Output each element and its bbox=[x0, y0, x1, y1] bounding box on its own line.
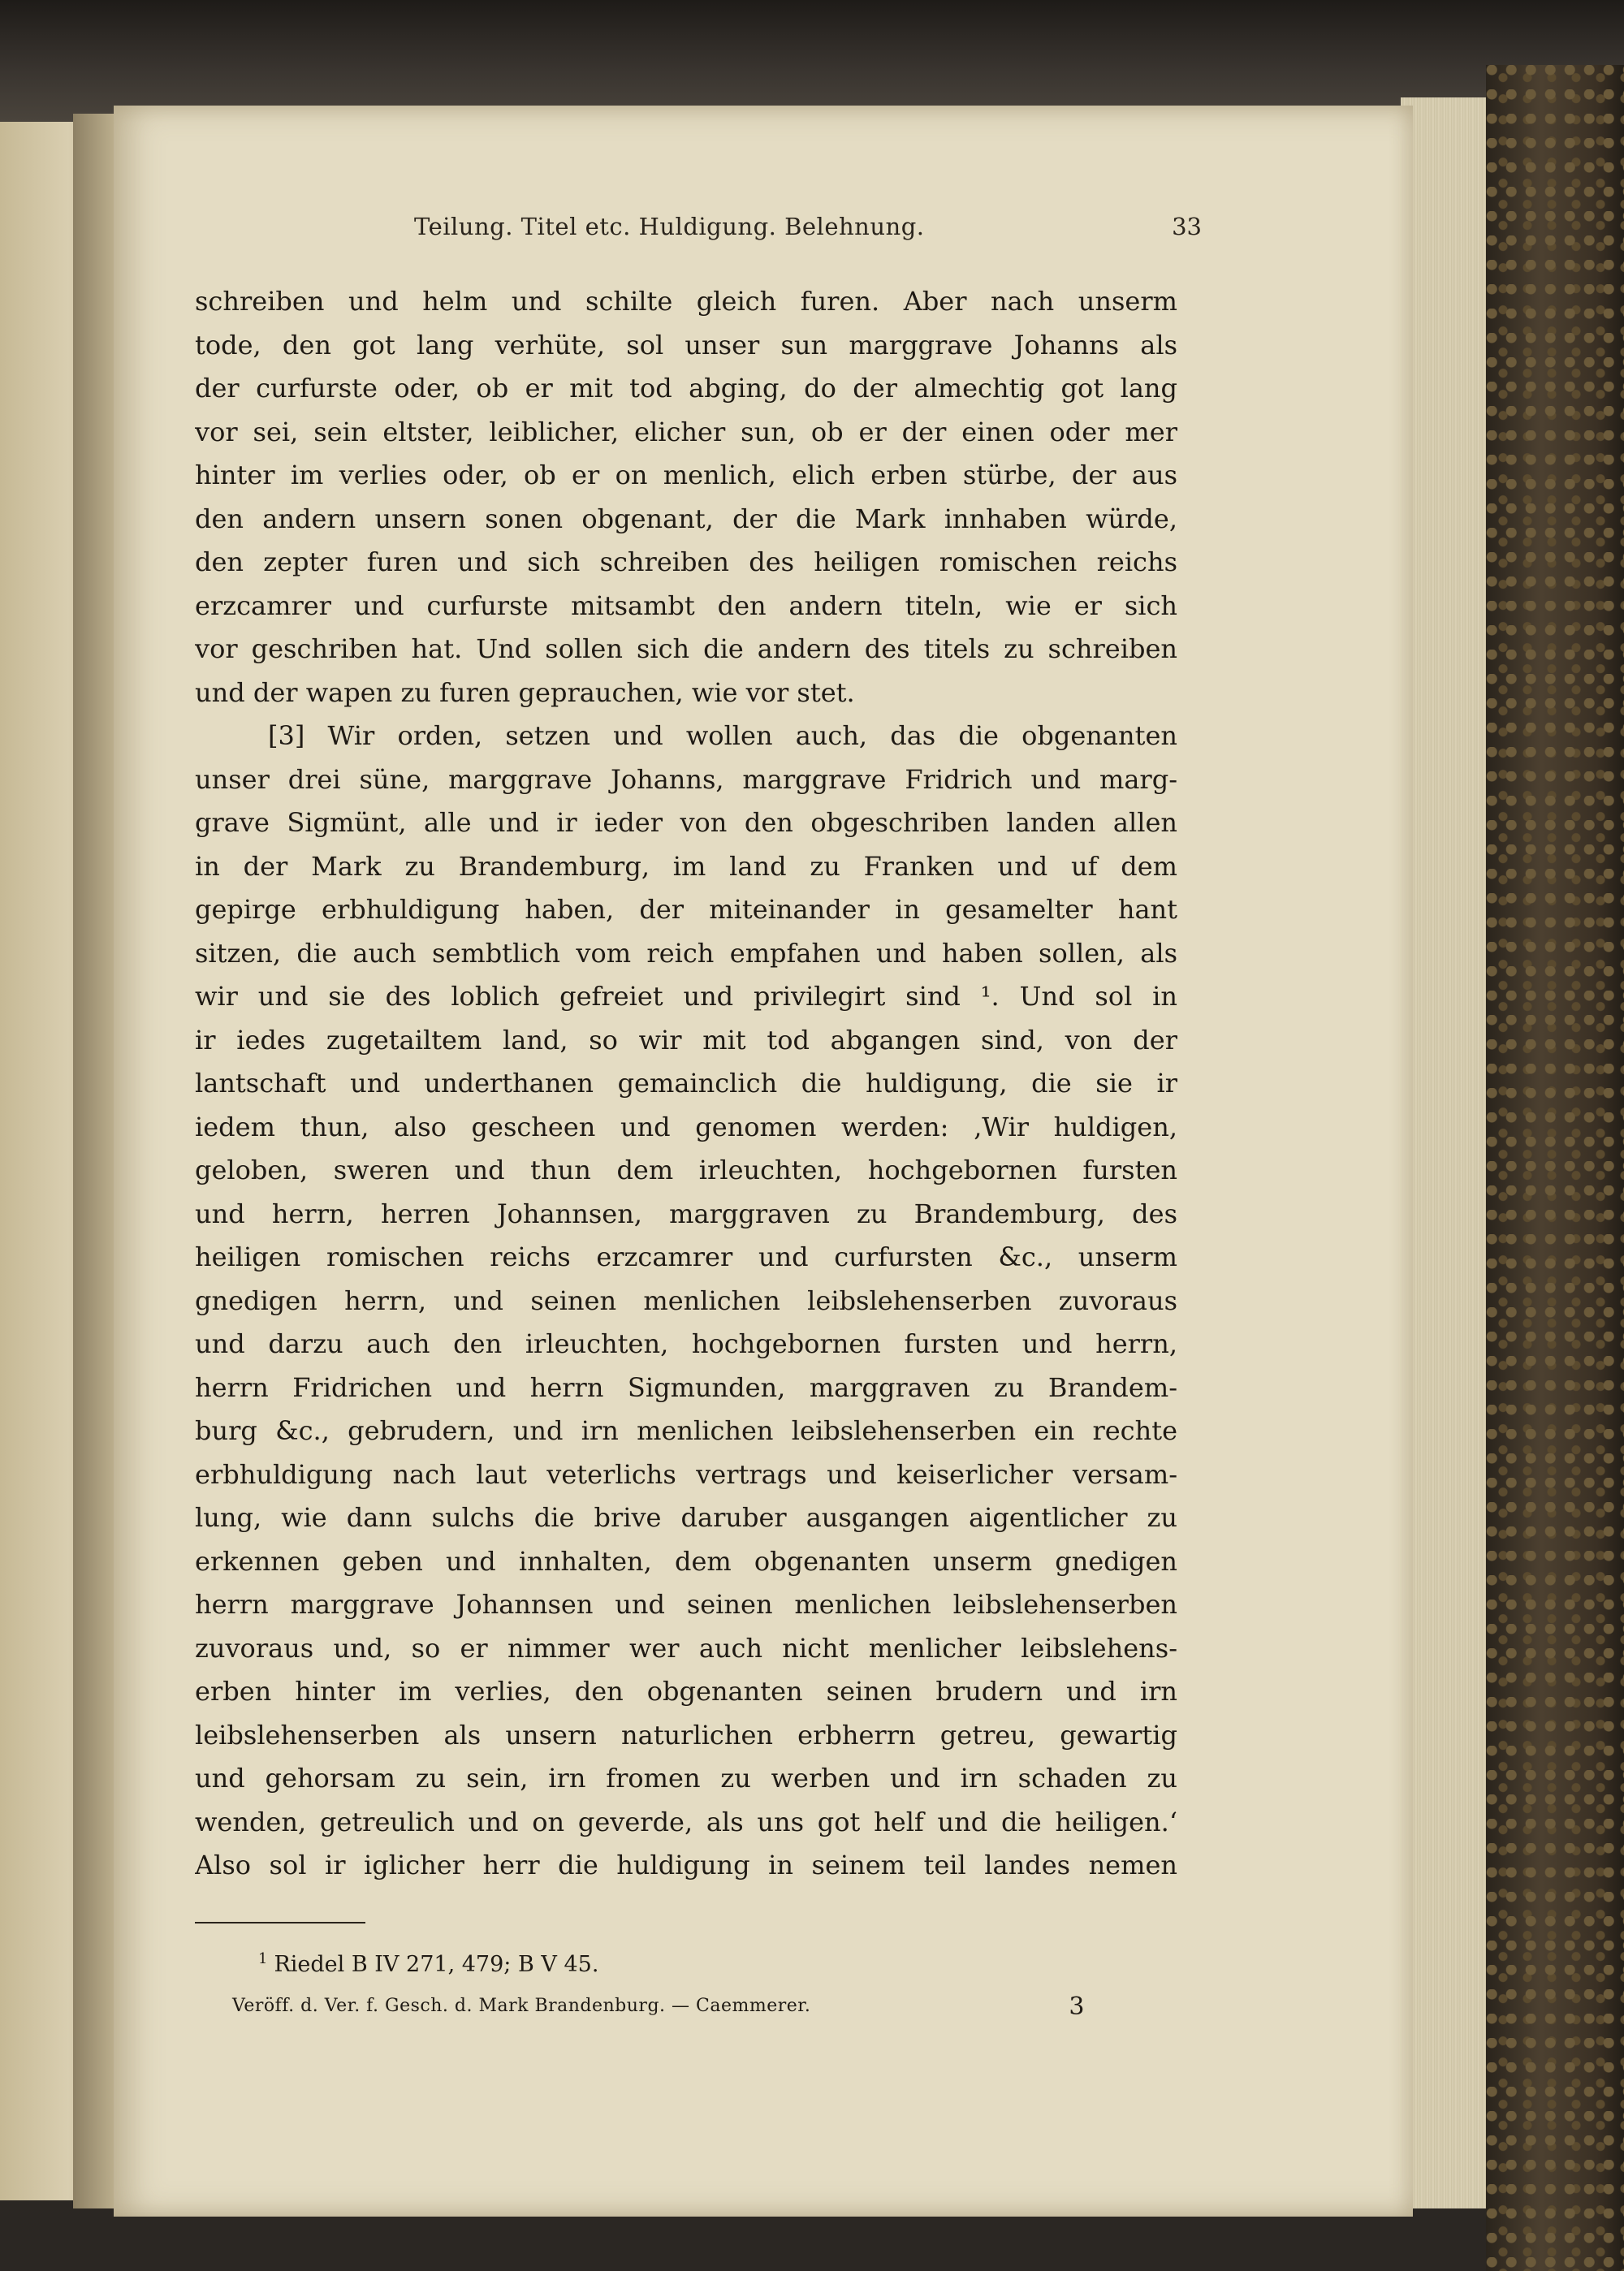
text-line: lantschaft und underthanen gemainclich die huldigung, die sie ir bbox=[195, 1068, 1177, 1099]
footnote-rule bbox=[195, 1922, 365, 1923]
text-line: heiligen romischen reichs erzcamrer und curfursten &c., unserm bbox=[195, 1241, 1177, 1272]
text-line: schreiben und helm und schilte gleich furen. Aber nach unserm bbox=[195, 286, 1177, 317]
text-line: gnedigen herrn, und seinen menlichen leibslehenserben zuvoraus bbox=[195, 1284, 1177, 1316]
text-line: sitzen, die auch sembtlich vom reich empfahen und haben sollen, als bbox=[195, 937, 1177, 969]
book-binding-top bbox=[0, 0, 1624, 122]
text-line: in der Mark zu Brandemburg, im land zu Franken und uf dem bbox=[195, 850, 1177, 882]
text-line: erbhuldigung nach laut veterlichs vertrags und keiserlicher versam- bbox=[195, 1458, 1177, 1490]
text-line: und gehorsam zu sein, irn fromen zu werben und irn schaden zu bbox=[195, 1763, 1177, 1794]
text-line: ir iedes zugetailtem land, so wir mit tod abgangen sind, von der bbox=[195, 1024, 1177, 1056]
text-line: gepirge erbhuldigung haben, der miteinander in gesamelter hant bbox=[195, 894, 1177, 925]
body-text bbox=[195, 280, 1177, 1888]
book-gutter bbox=[73, 114, 118, 2208]
text-line: herrn marggrave Johannsen und seinen menlichen leibslehenserben bbox=[195, 1589, 1177, 1620]
text-line: den zepter furen und sich schreiben des heiligen romischen reichs bbox=[195, 546, 1177, 577]
sheet-number: 3 bbox=[1069, 1993, 1085, 2021]
text-line: wir und sie des loblich gefreiet und privilegirt sind ¹. Und sol in bbox=[195, 981, 1177, 1012]
signature-text: Veröff. d. Ver. f. Gesch. d. Mark Brandenburg. — Caemmerer. bbox=[232, 1996, 811, 2016]
running-header bbox=[414, 213, 1202, 245]
text-line: Also sol ir iglicher herr die huldigung in seinem teil landes nemen bbox=[195, 1850, 1177, 1880]
text-line: tode, den got lang verhüte, sol unser sun marggrave Johanns als bbox=[195, 329, 1177, 361]
text-line: hinter im verlies oder, ob er on menlich, elich erben stürbe, der aus bbox=[195, 460, 1177, 490]
text-line: erzcamrer und curfurste mitsambt den andern titeln, wie er sich bbox=[195, 589, 1177, 621]
text-line: vor geschriben hat. Und sollen sich die andern des titels zu schreiben bbox=[195, 633, 1177, 664]
book-cover bbox=[1486, 65, 1624, 2271]
text-line: erkennen geben und innhalten, dem obgenanten unserm gnedigen bbox=[195, 1545, 1177, 1577]
footnote-marker: 1 bbox=[258, 1950, 268, 1967]
text-line: herrn Fridrichen und herrn Sigmunden, marggraven zu Brandem- bbox=[195, 1371, 1177, 1403]
text-line: vor sei, sein eltster, leiblicher, elicher sun, ob er der einen oder mer bbox=[195, 416, 1177, 447]
text-line: wenden, getreulich und on geverde, als uns got helf und die heiligen.‘ bbox=[195, 1806, 1177, 1837]
text-line: den andern unsern sonen obgenant, der die Mark innhaben würde, bbox=[195, 503, 1177, 534]
text-line: iedem thun, also gescheen und genomen werden: ‚Wir huldigen, bbox=[195, 1111, 1177, 1142]
text-line: und herrn, herren Johannsen, marggraven zu Brandemburg, des bbox=[195, 1198, 1177, 1229]
text-line: zuvoraus und, so er nimmer wer auch nicht menlicher leibslehens- bbox=[195, 1632, 1177, 1664]
text-line: unser drei süne, marggrave Johanns, marggrave Fridrich und marg- bbox=[195, 763, 1177, 795]
page-number: 33 bbox=[1172, 213, 1202, 240]
text-line: und der wapen zu furen geprauchen, wie vor stet. bbox=[195, 676, 855, 708]
text-line: grave Sigmünt, alle und ir ieder von den obgeschriben landen allen bbox=[195, 807, 1177, 838]
running-title: Teilung. Titel etc. Huldigung. Belehnung. bbox=[414, 213, 925, 240]
footnote bbox=[258, 1950, 598, 1977]
text-line: [3] Wir orden, setzen und wollen auch, das die obgenanten bbox=[268, 720, 1177, 751]
text-line: leibslehenserben als unsern naturlichen erbherrn getreu, gewartig bbox=[195, 1719, 1177, 1751]
text-line: burg &c., gebrudern, und irn menlichen leibslehenserben ein rechte bbox=[195, 1415, 1177, 1446]
text-line: und darzu auch den irleuchten, hochgebornen fursten und herrn, bbox=[195, 1328, 1177, 1359]
text-line: lung, wie dann sulchs die brive daruber ausgangen aigentlicher zu bbox=[195, 1502, 1177, 1533]
text-line: erben hinter im verlies, den obgenanten seinen brudern und irn bbox=[195, 1676, 1177, 1707]
page-stack-edge bbox=[1401, 97, 1498, 2208]
footnote-text: Riedel B IV 271, 479; B V 45. bbox=[274, 1952, 599, 1977]
text-line: der curfurste oder, ob er mit tod abging, do der almechtig got lang bbox=[195, 373, 1177, 404]
text-line: geloben, sweren und thun dem irleuchten, hochgebornen fursten bbox=[195, 1155, 1177, 1185]
